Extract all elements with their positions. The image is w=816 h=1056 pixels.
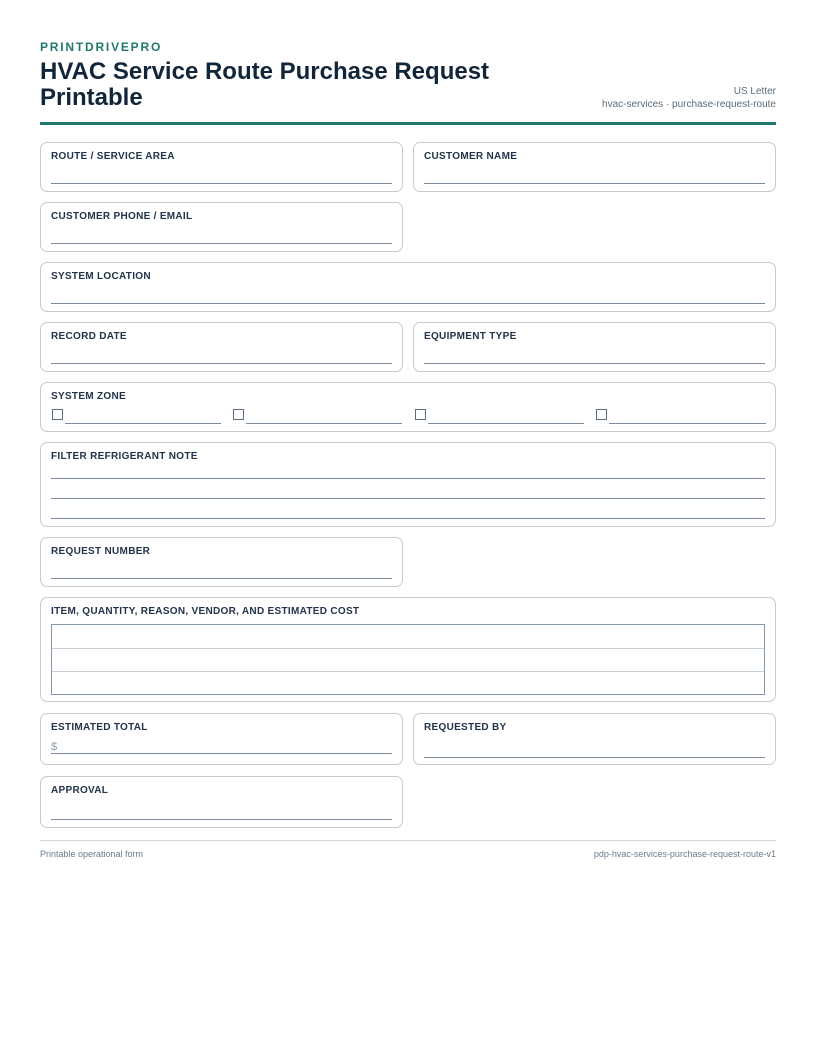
route-service-area-label: ROUTE / SERVICE AREA bbox=[51, 151, 175, 162]
estimated-total-field bbox=[40, 713, 403, 765]
zone-option-line-3[interactable] bbox=[428, 423, 584, 424]
customer-name-input[interactable] bbox=[424, 183, 765, 184]
system-location-label: SYSTEM LOCATION bbox=[51, 271, 151, 282]
header-rule bbox=[40, 122, 776, 125]
footer-rule bbox=[40, 840, 776, 841]
estimated-total-input[interactable] bbox=[51, 753, 392, 754]
equipment-type-field bbox=[413, 322, 776, 372]
filter-refrigerant-note-label: FILTER REFRIGERANT NOTE bbox=[51, 451, 198, 462]
items-table bbox=[51, 624, 765, 695]
note-line-1[interactable] bbox=[51, 478, 765, 479]
estimated-total-label: ESTIMATED TOTAL bbox=[51, 722, 148, 733]
equipment-type-input[interactable] bbox=[424, 363, 765, 364]
request-number-label: REQUEST NUMBER bbox=[51, 546, 151, 557]
paper-size: US Letter bbox=[733, 86, 776, 97]
zone-checkbox-3[interactable] bbox=[415, 409, 426, 420]
footer-description: Printable operational form bbox=[40, 849, 144, 859]
form-slug: hvac-services · purchase-request-route bbox=[602, 99, 776, 110]
filter-refrigerant-note-field bbox=[40, 442, 776, 527]
requested-by-field bbox=[413, 713, 776, 765]
record-date-input[interactable] bbox=[51, 363, 392, 364]
customer-name-field bbox=[413, 142, 776, 192]
table-row-divider bbox=[52, 648, 764, 649]
zone-option-line-2[interactable] bbox=[246, 423, 402, 424]
zone-checkbox-4[interactable] bbox=[596, 409, 607, 420]
note-line-2[interactable] bbox=[51, 498, 765, 499]
requested-by-label: REQUESTED BY bbox=[424, 722, 507, 733]
request-number-input[interactable] bbox=[51, 578, 392, 579]
route-service-area-field bbox=[40, 142, 403, 192]
system-zone-field bbox=[40, 382, 776, 432]
request-number-field bbox=[40, 537, 403, 587]
items-table-field bbox=[40, 597, 776, 702]
footer-form-id: pdp-hvac-services-purchase-request-route-v1 bbox=[593, 849, 776, 859]
page-title: HVAC Service Route Purchase Request Printable bbox=[40, 58, 490, 111]
brand-name: PRINTDRIVEPRO bbox=[40, 40, 163, 54]
zone-option-line-1[interactable] bbox=[65, 423, 221, 424]
approval-field bbox=[40, 776, 403, 828]
approval-input[interactable] bbox=[51, 819, 392, 820]
record-date-field bbox=[40, 322, 403, 372]
document-meta bbox=[602, 85, 776, 111]
equipment-type-label: EQUIPMENT TYPE bbox=[424, 331, 517, 342]
items-table-label: ITEM, QUANTITY, REASON, VENDOR, AND ESTIMATED COST bbox=[51, 606, 360, 617]
approval-label: APPROVAL bbox=[51, 785, 109, 796]
table-row-divider bbox=[52, 671, 764, 672]
customer-phone-email-label: CUSTOMER PHONE / EMAIL bbox=[51, 211, 193, 222]
requested-by-input[interactable] bbox=[424, 757, 765, 758]
system-location-field bbox=[40, 262, 776, 312]
zone-checkbox-2[interactable] bbox=[233, 409, 244, 420]
record-date-label: RECORD DATE bbox=[51, 331, 127, 342]
zone-option-line-4[interactable] bbox=[609, 423, 766, 424]
note-line-3[interactable] bbox=[51, 518, 765, 519]
customer-phone-email-input[interactable] bbox=[51, 243, 392, 244]
system-zone-label: SYSTEM ZONE bbox=[51, 391, 126, 402]
route-service-area-input[interactable] bbox=[51, 183, 392, 184]
currency-prefix: $ bbox=[51, 741, 58, 753]
system-location-input[interactable] bbox=[51, 303, 765, 304]
zone-checkbox-1[interactable] bbox=[52, 409, 63, 420]
customer-phone-email-field bbox=[40, 202, 403, 252]
customer-name-label: CUSTOMER NAME bbox=[424, 151, 518, 162]
